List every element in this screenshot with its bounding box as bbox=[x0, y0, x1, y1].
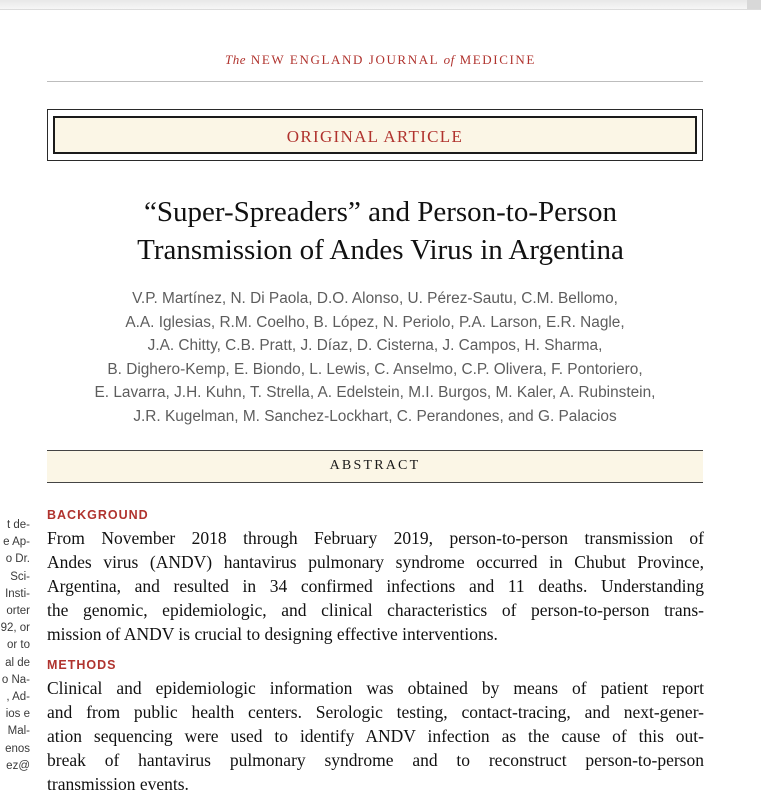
cropped-side-column bbox=[0, 517, 30, 775]
side-fragment: t de- bbox=[6, 519, 30, 531]
abstract-label: ABSTRACT bbox=[329, 458, 421, 473]
title-line: “Super-Spreaders” and Person-to-Person bbox=[144, 196, 617, 228]
side-fragment: orter bbox=[6, 605, 30, 618]
masthead-of: of bbox=[443, 52, 455, 67]
author-line: J.R. Kugelman, M. Sanchez-Lockhart, C. Perandones, and G. Palacios bbox=[133, 407, 617, 425]
author-line: A.A. Iglesias, R.M. Coelho, B. López, N. Periolo, P.A. Larson, E.R. Nagle, bbox=[125, 313, 625, 331]
body-line: Clinical and epidemiologic information was obtained by means of patient report bbox=[47, 678, 704, 698]
journal-masthead bbox=[0, 52, 761, 68]
article-type-banner bbox=[47, 109, 703, 161]
side-fragment: e Ap- bbox=[3, 536, 30, 549]
article-type-label: ORIGINAL ARTICLE bbox=[286, 127, 464, 146]
article-title bbox=[0, 193, 761, 269]
side-fragment: o Na- bbox=[1, 673, 30, 686]
side-fragment: 92, or bbox=[0, 622, 30, 635]
body-line: and from public health centers. Serologic testing, contact-tracing, and next-gener- bbox=[47, 702, 704, 722]
article-type-box bbox=[53, 116, 697, 154]
methods-heading: METHODS bbox=[47, 658, 117, 672]
body-line: Argentina, and resulted in 34 confirmed infections and 11 deaths. Understanding bbox=[47, 576, 704, 596]
body-line: transmission events. bbox=[47, 774, 189, 794]
top-edge-bar bbox=[0, 0, 761, 10]
body-line: break of hantavirus pulmonary syndrome and to reconstruct person-to-person bbox=[47, 750, 704, 770]
author-list bbox=[40, 287, 710, 429]
side-fragment: al de bbox=[5, 656, 30, 669]
masthead-medicine: MEDICINE bbox=[459, 52, 536, 67]
masthead-the: The bbox=[225, 52, 247, 67]
body-line: ation sequencing were used to identify ANDV infection as the cause of this out- bbox=[47, 726, 704, 746]
body-line: the genomic, epidemiologic, and clinical characteristics of person-to-person trans- bbox=[47, 600, 704, 620]
side-fragment: enos bbox=[5, 742, 30, 755]
abstract-header-bar bbox=[47, 450, 703, 483]
side-fragment: Sci- bbox=[10, 570, 30, 583]
masthead-divider bbox=[47, 81, 703, 82]
side-fragment: ios e bbox=[5, 708, 30, 721]
body-line: Andes virus (ANDV) hantavirus pulmonary syndrome occurred in Chubut Province, bbox=[47, 552, 704, 572]
author-line: J.A. Chitty, C.B. Pratt, J. Díaz, D. Cisterna, J. Campos, H. Sharma, bbox=[147, 337, 603, 355]
side-fragment: o Dr. bbox=[5, 553, 30, 566]
background-heading: BACKGROUND bbox=[47, 508, 149, 522]
background-text bbox=[47, 526, 704, 646]
author-line: V.P. Martínez, N. Di Paola, D.O. Alonso, U. Pérez-Sautu, C.M. Bellomo, bbox=[132, 290, 618, 307]
methods-text bbox=[47, 676, 704, 796]
body-line: mission of ANDV is crucial to designing effective interventions. bbox=[47, 624, 498, 644]
side-fragment: , Ad- bbox=[6, 691, 30, 704]
author-line: E. Lavarra, J.H. Kuhn, T. Strella, A. Edelstein, M.I. Burgos, M. Kaler, A. Rubinstein, bbox=[94, 384, 656, 402]
masthead-journal-name: NEW ENGLAND JOURNAL bbox=[250, 52, 439, 67]
body-line: From November 2018 through February 2019, person-to-person transmission of bbox=[47, 528, 704, 548]
top-edge-corner bbox=[747, 0, 761, 9]
author-line: B. Dighero-Kemp, E. Biondo, L. Lewis, C. Anselmo, C.P. Olivera, F. Pontoriero, bbox=[107, 360, 643, 378]
side-fragment: ez@ bbox=[6, 759, 30, 772]
side-fragment: Mal- bbox=[7, 725, 30, 738]
side-fragment: or to bbox=[6, 639, 30, 652]
title-line: Transmission of Andes Virus in Argentina bbox=[137, 234, 624, 266]
side-fragment: Insti- bbox=[5, 587, 30, 600]
